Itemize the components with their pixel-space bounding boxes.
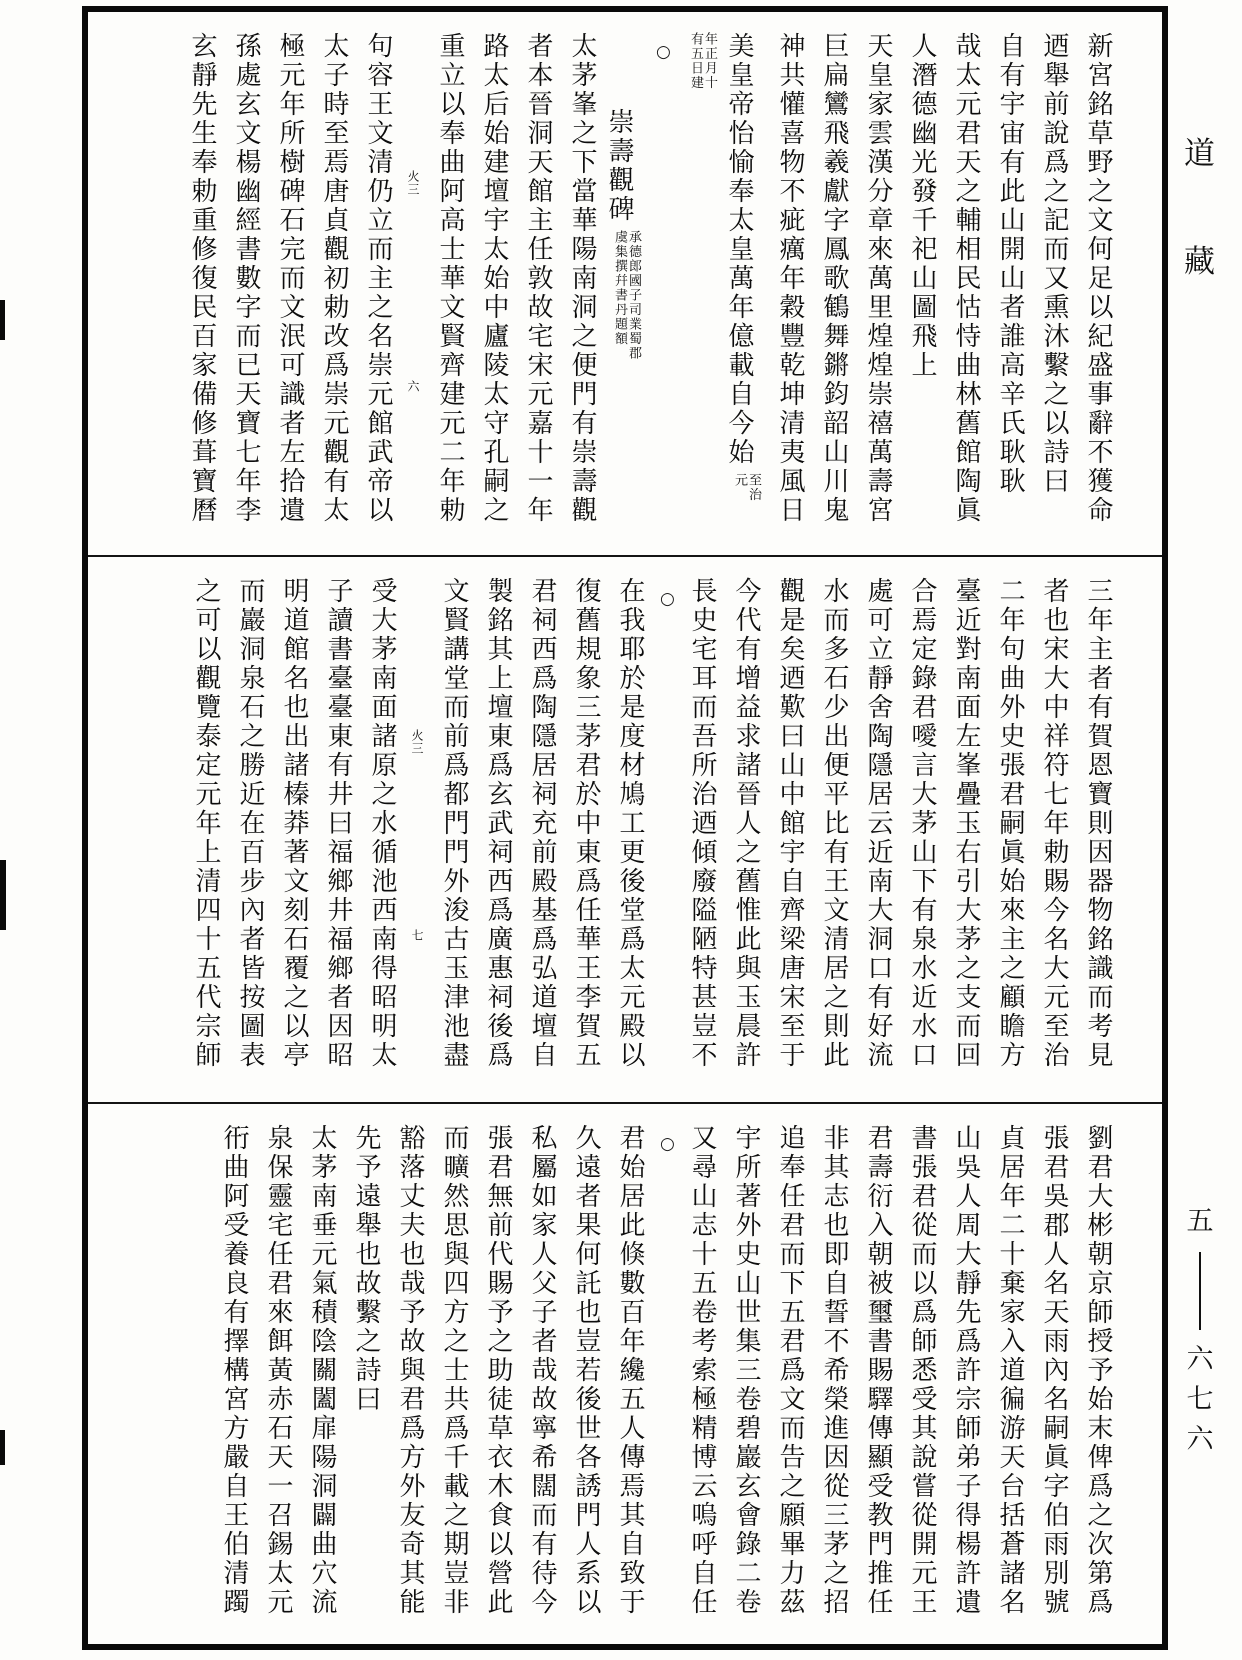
text-column	[732, 577, 760, 1090]
column-text: 在我耶於是度材鳩工更後堂爲太元殿以	[615, 577, 645, 1070]
column-text: 子讀書臺臺東有井曰福鄉井福鄉者因昭	[323, 577, 353, 1070]
column-text: 合焉定錄君噯言大茅山下有泉水近水口	[907, 577, 937, 1070]
column-text: 崇壽觀碑	[604, 108, 634, 224]
column-text: 二年句曲外史張君嗣眞始來主之顧瞻方	[995, 577, 1025, 1070]
column-text: 神共懽喜物不疵癘年穀豐乾坤清夷風日	[775, 32, 805, 525]
text-column	[908, 32, 936, 543]
paragraph-circle-mark: ○	[660, 589, 675, 609]
scan-artifact	[0, 1430, 5, 1465]
text-column	[524, 32, 552, 543]
text-column	[440, 577, 468, 1090]
text-column	[1084, 32, 1112, 543]
column-text: 太子時至焉唐貞觀初勅改爲崇元觀有太	[319, 32, 349, 525]
paragraph-circle-mark: ○	[656, 42, 671, 62]
column-text: 長史宅耳而吾所治迺傾廢隘陋特甚豈不	[687, 577, 717, 1070]
column-text: 張君吳郡人名天雨內名嗣眞字伯雨別號	[1039, 1124, 1069, 1617]
text-column	[236, 577, 264, 1090]
text-column	[192, 577, 220, 1090]
text-column	[264, 1124, 292, 1642]
column-text: 句容王文清仍立而主之名崇元館武帝以	[363, 32, 393, 525]
text-column	[688, 577, 716, 1090]
text-column	[952, 577, 980, 1090]
text-column	[820, 32, 848, 543]
column-text: 而曠然思與四方之士共爲千載之期豈非	[439, 1124, 469, 1617]
paragraph-circle-mark: ○	[660, 1134, 675, 1154]
collation-note: 六	[406, 380, 420, 393]
column-text: 水而多石少出便平比有王文清居之則此	[819, 577, 849, 1070]
entry-title-column	[604, 32, 641, 543]
small-annotation: 至治 元	[732, 473, 761, 502]
column-text: 玄靜先生奉勅重修復民百家備修葺寶曆	[187, 32, 217, 525]
text-column	[280, 577, 308, 1090]
text-column	[484, 577, 512, 1090]
column-text: 自有宇宙有此山開山者誰高辛氏耿耿	[995, 32, 1025, 496]
column-text: 觀是矣迺歎曰山中館宇自齊梁唐宋至于	[775, 577, 805, 1070]
column-text: 哉太元君天之輔相民怙恃曲林舊館陶眞	[951, 32, 981, 525]
column-text: 泉保靈宅任君來餌黃赤石天一召錫太元	[263, 1124, 293, 1617]
text-column	[952, 32, 980, 543]
collation-note: 七	[410, 929, 424, 942]
text-column	[864, 577, 892, 1090]
text-column	[820, 1124, 848, 1642]
text-column	[484, 1124, 512, 1642]
column-text: 君壽衍入朝被璽書賜驛傳顯受教門推任	[863, 1124, 893, 1617]
scan-artifact	[0, 860, 6, 930]
text-column	[616, 1124, 644, 1642]
column-text: 巨扁鸞飛羲獻字鳳歌鶴舞鏘鈞韶山川鬼	[819, 32, 849, 525]
text-column	[220, 1124, 248, 1642]
text-column	[308, 1124, 336, 1642]
column-text: 今代有增益求諸晉人之舊惟此與玉晨許	[731, 577, 761, 1070]
text-column	[952, 1124, 980, 1642]
text-column	[572, 1124, 600, 1642]
text-column	[528, 1124, 556, 1642]
small-annotation: 承德郎國子司業蜀郡 虞集撰幷書丹題額	[612, 230, 641, 361]
column-text: 張君無前代賜予之助徒草衣木食以營此	[483, 1124, 513, 1617]
collation-note: 火三	[410, 729, 424, 755]
column-text: 久遠者果何託也豈若後世各誘門人系以	[571, 1124, 601, 1617]
column-text: 三年主者有賀恩寶則因器物銘識而考見	[1083, 577, 1113, 1070]
text-column	[1040, 32, 1068, 543]
column-text: 山吳人周大靜先爲許宗師弟子得楊許遺	[951, 1124, 981, 1617]
register-bottom	[88, 1104, 1162, 1652]
circle-gutter	[660, 1124, 675, 1642]
column-text: 而巖洞泉石之勝近在百步內者皆按圖表	[235, 577, 265, 1070]
column-text: 臺近對南面左峯疊玉右引大茅之支而回	[951, 577, 981, 1070]
text-column	[276, 32, 304, 543]
column-text: 天皇家雲漢分章來萬里煌煌崇禧萬壽宮	[863, 32, 893, 525]
text-column	[352, 1124, 380, 1642]
circle-gutter	[660, 577, 675, 1090]
column-text: 重立以奉曲阿高士華文賢齊建元二年勅	[435, 32, 465, 525]
volume-page-label	[1182, 1202, 1218, 1460]
text-column	[908, 1124, 936, 1642]
text-column	[1040, 1124, 1068, 1642]
text-column	[440, 1124, 468, 1642]
text-column	[776, 32, 804, 543]
text-column	[364, 32, 392, 543]
text-column	[996, 577, 1024, 1090]
text-column	[572, 577, 600, 1090]
text-column	[368, 577, 396, 1090]
text-column	[436, 32, 464, 543]
text-column	[908, 577, 936, 1090]
text-column	[324, 577, 352, 1090]
column-text: 先予遠舉也故繫之詩曰	[351, 1124, 381, 1414]
column-text: 之可以觀覽泰定元年上清四十五代宗師	[191, 577, 221, 1070]
text-column	[528, 577, 556, 1090]
column-text: 者本晉洞天館主任敦故宅宋元嘉十一年	[523, 32, 553, 525]
note-gutter	[412, 577, 424, 1090]
column-text: 衎曲阿受養良有擇構宮方嚴自王伯清躅	[219, 1124, 249, 1617]
column-text: 路太后始建壇宇太始中廬陵太守孔嗣之	[479, 32, 509, 525]
column-text: 太茅南垂元氣積陰關闔扉陽洞闢曲穴流	[307, 1124, 337, 1617]
text-column	[724, 32, 761, 543]
column-text: 明道館名也出諸榛莽著文刻石覆之以亭	[279, 577, 309, 1070]
text-column	[1084, 1124, 1112, 1642]
text-column	[480, 32, 508, 543]
register-top	[88, 12, 1162, 553]
register-middle	[88, 557, 1162, 1100]
circle-gutter	[656, 32, 671, 543]
text-column	[568, 32, 596, 543]
column-text: 復舊規象三茅君於中東爲任華王李賀五	[571, 577, 601, 1070]
column-text: 極元年所樹碑石完而文泯可識者左拾遺	[275, 32, 305, 525]
text-column	[820, 577, 848, 1090]
margin-label-zang: 藏	[1184, 244, 1215, 280]
text-column	[864, 32, 892, 543]
volume-number: 五	[1186, 1206, 1214, 1237]
text-column	[616, 577, 644, 1090]
column-text: 太茅峯之下當華陽南洞之便門有崇壽觀	[567, 32, 597, 525]
column-text: 處可立靜舍陶隱居云近南大洞口有好流	[863, 577, 893, 1070]
column-text: 文賢講堂而前爲都門門外浚古玉津池盡	[439, 577, 469, 1070]
column-text: 製銘其上壇東爲玄武祠西爲廣惠祠後爲	[483, 577, 513, 1070]
dash-divider	[1199, 1252, 1201, 1330]
text-column	[996, 1124, 1024, 1642]
text-column	[1040, 577, 1068, 1090]
page-digit: 六	[1186, 1424, 1214, 1455]
scan-artifact	[0, 300, 5, 340]
page-digit: 七	[1186, 1384, 1214, 1415]
column-text: 受大茅南面諸原之水循池西南得昭明太	[367, 577, 397, 1070]
margin-label-dao: 道	[1184, 136, 1215, 172]
column-text: 人潛德幽光發千祀山圖飛上	[907, 32, 937, 380]
column-text: 君始居此倏數百年纔五人傳焉其自致于	[615, 1124, 645, 1617]
column-text: 豁落丈夫也哉予故與君爲方外友奇其能	[395, 1124, 425, 1617]
note-gutter	[408, 32, 420, 543]
column-text: 劉君大彬朝京師授予始末俾爲之次第爲	[1083, 1124, 1113, 1617]
collation-note: 火三	[406, 170, 420, 196]
text-column	[776, 1124, 804, 1642]
text-column	[776, 577, 804, 1090]
text-column	[688, 1124, 716, 1642]
column-text: 迺舉前說爲之記而又熏沐繫之以詩曰	[1039, 32, 1069, 496]
text-column	[396, 1124, 424, 1642]
column-text: 宇所著外史山世集三卷碧巖玄會錄二卷	[731, 1124, 761, 1617]
column-text: 者也宋大中祥符七年勅賜今名大元至治	[1039, 577, 1069, 1070]
column-text: 貞居年二十棄家入道徧游天台括蒼諸名	[995, 1124, 1025, 1617]
column-text: 非其志也即自誓不希榮進因從三茅之招	[819, 1124, 849, 1617]
column-text: 美皇帝怡愉奉太皇萬年億載自今始	[724, 32, 754, 467]
column-text: 新宮銘草野之文何足以紀盛事辭不獲命	[1083, 32, 1113, 525]
column-text: 私屬如家人父子者哉故寧希闊而有待今	[527, 1124, 557, 1617]
column-text: 追奉任君而下五君爲文而告之願畢力茲	[775, 1124, 805, 1617]
text-column	[188, 32, 216, 543]
text-column	[732, 1124, 760, 1642]
text-column	[320, 32, 348, 543]
column-text: 書張君從而以爲師悉受其說嘗從開元王	[907, 1124, 937, 1617]
text-frame	[82, 6, 1168, 1650]
text-column	[232, 32, 260, 543]
column-text: 君祠西爲陶隱居祠充前殿基爲弘道壇自	[527, 577, 557, 1070]
column-text: 孫處玄文楊幽經書數字而已天寶七年李	[231, 32, 261, 525]
text-column	[996, 32, 1024, 543]
text-column	[1084, 577, 1112, 1090]
page-digit: 六	[1186, 1344, 1214, 1375]
small-date-column: 年正月十 有五日建	[688, 32, 717, 90]
text-column	[864, 1124, 892, 1642]
column-text: 又尋山志十五卷考索極精博云嗚呼自任	[687, 1124, 717, 1617]
